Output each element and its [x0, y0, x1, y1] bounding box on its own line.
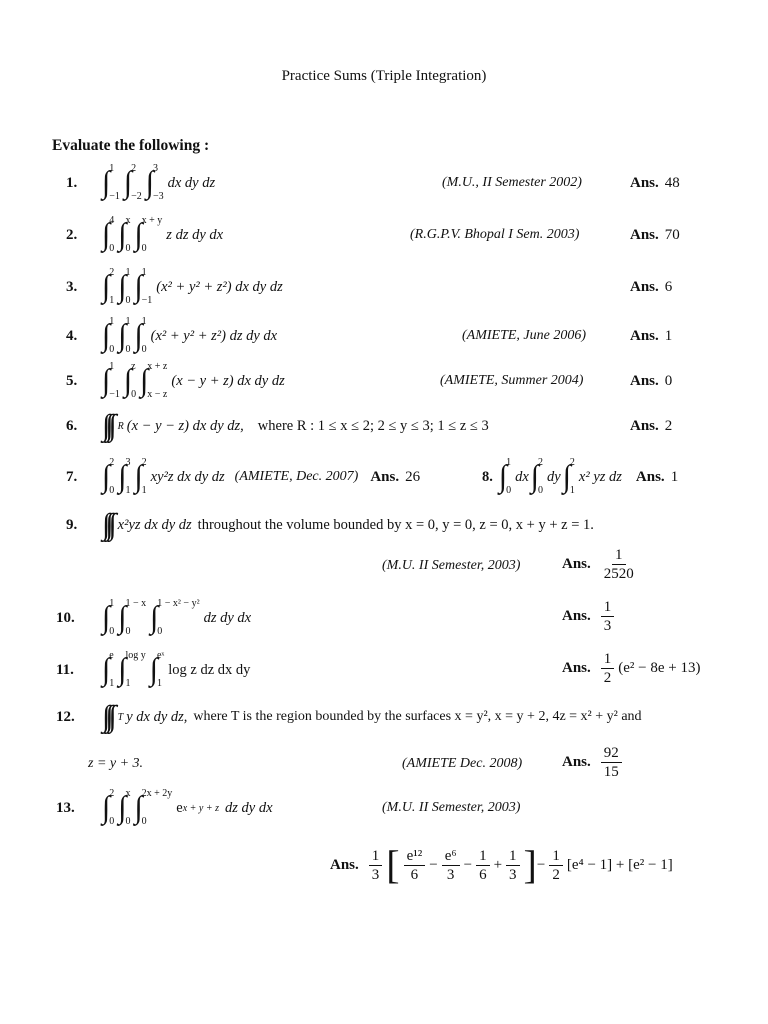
source-citation: (M.U. II Semester, 2003): [382, 558, 521, 573]
region-description: where T is the region bounded by the surfaces x = y², x = y + 2, 4z = x² + y² and: [193, 709, 642, 724]
integral-expression: ∫ 2 1 ∫ 1 0 ∫ 1 −1 (x² + y² + z²) dx dy dz: [102, 267, 283, 306]
integrand: z dz dy dx: [166, 226, 224, 243]
answer: Ans. 26: [370, 468, 421, 485]
problem-7-8: [66, 457, 708, 497]
integral-expression-8: 8. ∫ 1 0 dx ∫ 2 0 dy ∫ 2 1 x² yz dz Ans. 1: [482, 457, 679, 496]
problem-13: [56, 788, 688, 828]
answer: Ans. 0: [630, 373, 673, 389]
problem-9-answer-line: [66, 546, 688, 586]
integrand: y dx dy dz,: [126, 708, 188, 725]
integral-expression: ∫ 1 −1 ∫ z 0 ∫ x + z x − z (x − y + z) dx dy dz: [102, 361, 285, 400]
problem-3: [66, 267, 688, 307]
integrand: (x² + y² + z²) dx dy dz: [156, 278, 283, 295]
problem-number: 9.: [66, 517, 78, 533]
problem-13-answer: [330, 838, 708, 892]
region-definition: where R : 1 ≤ x ≤ 2; 2 ≤ y ≤ 3; 1 ≤ z ≤ 3: [257, 417, 489, 434]
source-citation: (AMIETE, June 2006): [462, 328, 587, 343]
integrand: x²yz dx dy dz: [117, 516, 192, 533]
source-citation: (AMIETE, Summer 2004): [440, 373, 584, 388]
source-citation: (M.U. II Semester, 2003): [382, 800, 521, 815]
integral-expression: ∫ 1 0 ∫ 1 0 ∫ 1 0 (x² + y² + z²) dz dy dx: [102, 316, 278, 355]
problem-5: [66, 361, 688, 401]
problem-number: 6.: [66, 418, 78, 434]
problem-number: 11.: [56, 662, 74, 678]
problem-12: [56, 697, 728, 737]
problem-number: 13.: [56, 800, 75, 816]
answer: Ans. $\frac{1}{2}$ (e² − 8e + 13): [562, 651, 701, 686]
region-continuation: z = y + 3.: [88, 756, 144, 771]
problem-number: 8.: [482, 468, 493, 485]
answer: Ans. 1: [630, 328, 673, 344]
source-citation: (M.U., II Semester 2002): [442, 175, 582, 190]
problem-number: 3.: [66, 279, 78, 295]
problem-number: 4.: [66, 328, 78, 344]
answer: Ans. 2: [630, 418, 673, 434]
problem-10: [56, 598, 688, 638]
integrand: dz dy dx: [203, 609, 252, 626]
integrand: x² yz dz: [578, 468, 622, 485]
problem-number: 1.: [66, 175, 78, 191]
integrand: xy²z dx dy dz: [150, 468, 225, 485]
answer: Ans. 1: [635, 468, 679, 485]
problem-number: 7.: [66, 469, 78, 485]
answer: Ans. $\frac{1}{2520}$: [562, 547, 634, 582]
integral-expression: ∫ e 1 ∫ log y 1 ∫ eˣ 1 log z dz dx dy: [102, 650, 251, 689]
integral-expression: ∫ 4 0 ∫ x 0 ∫ x + y 0 z dz dy dx: [102, 215, 224, 254]
problem-number: 10.: [56, 610, 75, 626]
integral-expression: ∫ 1 0 ∫ 1 − x 0 ∫ 1 − x² − y² 0 dz dy dx: [102, 598, 252, 637]
answer: Ans. $\frac{1}{3}$ [ $\frac{\text{e¹²}}{6}$ − $\frac{\text{e⁶}}{3}$ − $\frac{1}{6}$ + $\frac{1}{3}$ ] − $\frac{1}{2}$ [e⁴ − 1] + [e² − 1]: [330, 842, 673, 887]
integral-expression: ∫ 2 0 ∫ x 0 ∫ 2x + 2y 0 e x + y + z dz dy dx: [102, 788, 273, 827]
region-description: throughout the volume bounded by x = 0, y = 0, z = 0, x + y + z = 1.: [197, 516, 594, 533]
integral-expression: ∫∫∫ T y dx dy dz, where T is the region bounded by the surfaces x = y², x = y + 2, 4z = x² + y² and: [102, 700, 642, 733]
integral-expression: ∫∫∫ x²yz dx dy dz throughout the volume bounded by x = 0, y = 0, z = 0, x + y + z = 1.: [102, 508, 594, 541]
problem-2: [66, 215, 688, 255]
problem-9: [66, 505, 728, 545]
problem-number: 5.: [66, 373, 78, 389]
page-title: Practice Sums (Triple Integration): [281, 68, 487, 84]
answer: Ans. 70: [630, 227, 680, 243]
answer: Ans. 48: [630, 175, 680, 191]
integrand: log z dz dx dy: [168, 661, 251, 678]
integrand: (x² + y² + z²) dz dy dx: [150, 327, 278, 344]
integral-expression: ∫ 1 −1 ∫ 2 −2 ∫ 3 −3 dx dy dz: [102, 163, 216, 202]
integrand: (x − y − z) dx dy dz,: [126, 417, 244, 434]
answer: Ans. 6: [630, 279, 673, 295]
problem-number: 2.: [66, 227, 78, 243]
problem-1: [66, 163, 688, 203]
source-citation: (R.G.P.V. Bhopal I Sem. 2003): [410, 227, 580, 242]
integrand: (x − y + z) dx dy dz: [171, 372, 285, 389]
section-heading: Evaluate the following :: [52, 137, 210, 154]
answer: Ans. $\frac{1}{3}$: [562, 598, 618, 635]
source-citation: (AMIETE Dec. 2008): [402, 756, 523, 771]
problem-11: [56, 650, 708, 690]
integral-expression: ∫ 2 0 ∫ 3 1 ∫ 2 1 xy²z dx dy dz (AMIETE, Dec. 2007) Ans. 26: [102, 457, 421, 496]
problem-number: 12.: [56, 709, 75, 725]
integrand: dz dy dx: [225, 799, 273, 816]
source-citation: (AMIETE, Dec. 2007): [234, 469, 359, 484]
problem-4: [66, 316, 688, 356]
problem-6: [66, 406, 688, 446]
integral-expression: ∫∫∫ R (x − y − z) dx dy dz, where R : 1 ≤ x ≤ 2; 2 ≤ y ≤ 3; 1 ≤ z ≤ 3: [102, 409, 489, 442]
problem-12-answer-line: [66, 744, 688, 784]
answer: Ans. $\frac{92}{15}$: [562, 744, 626, 781]
integrand: dx dy dz: [167, 174, 216, 191]
